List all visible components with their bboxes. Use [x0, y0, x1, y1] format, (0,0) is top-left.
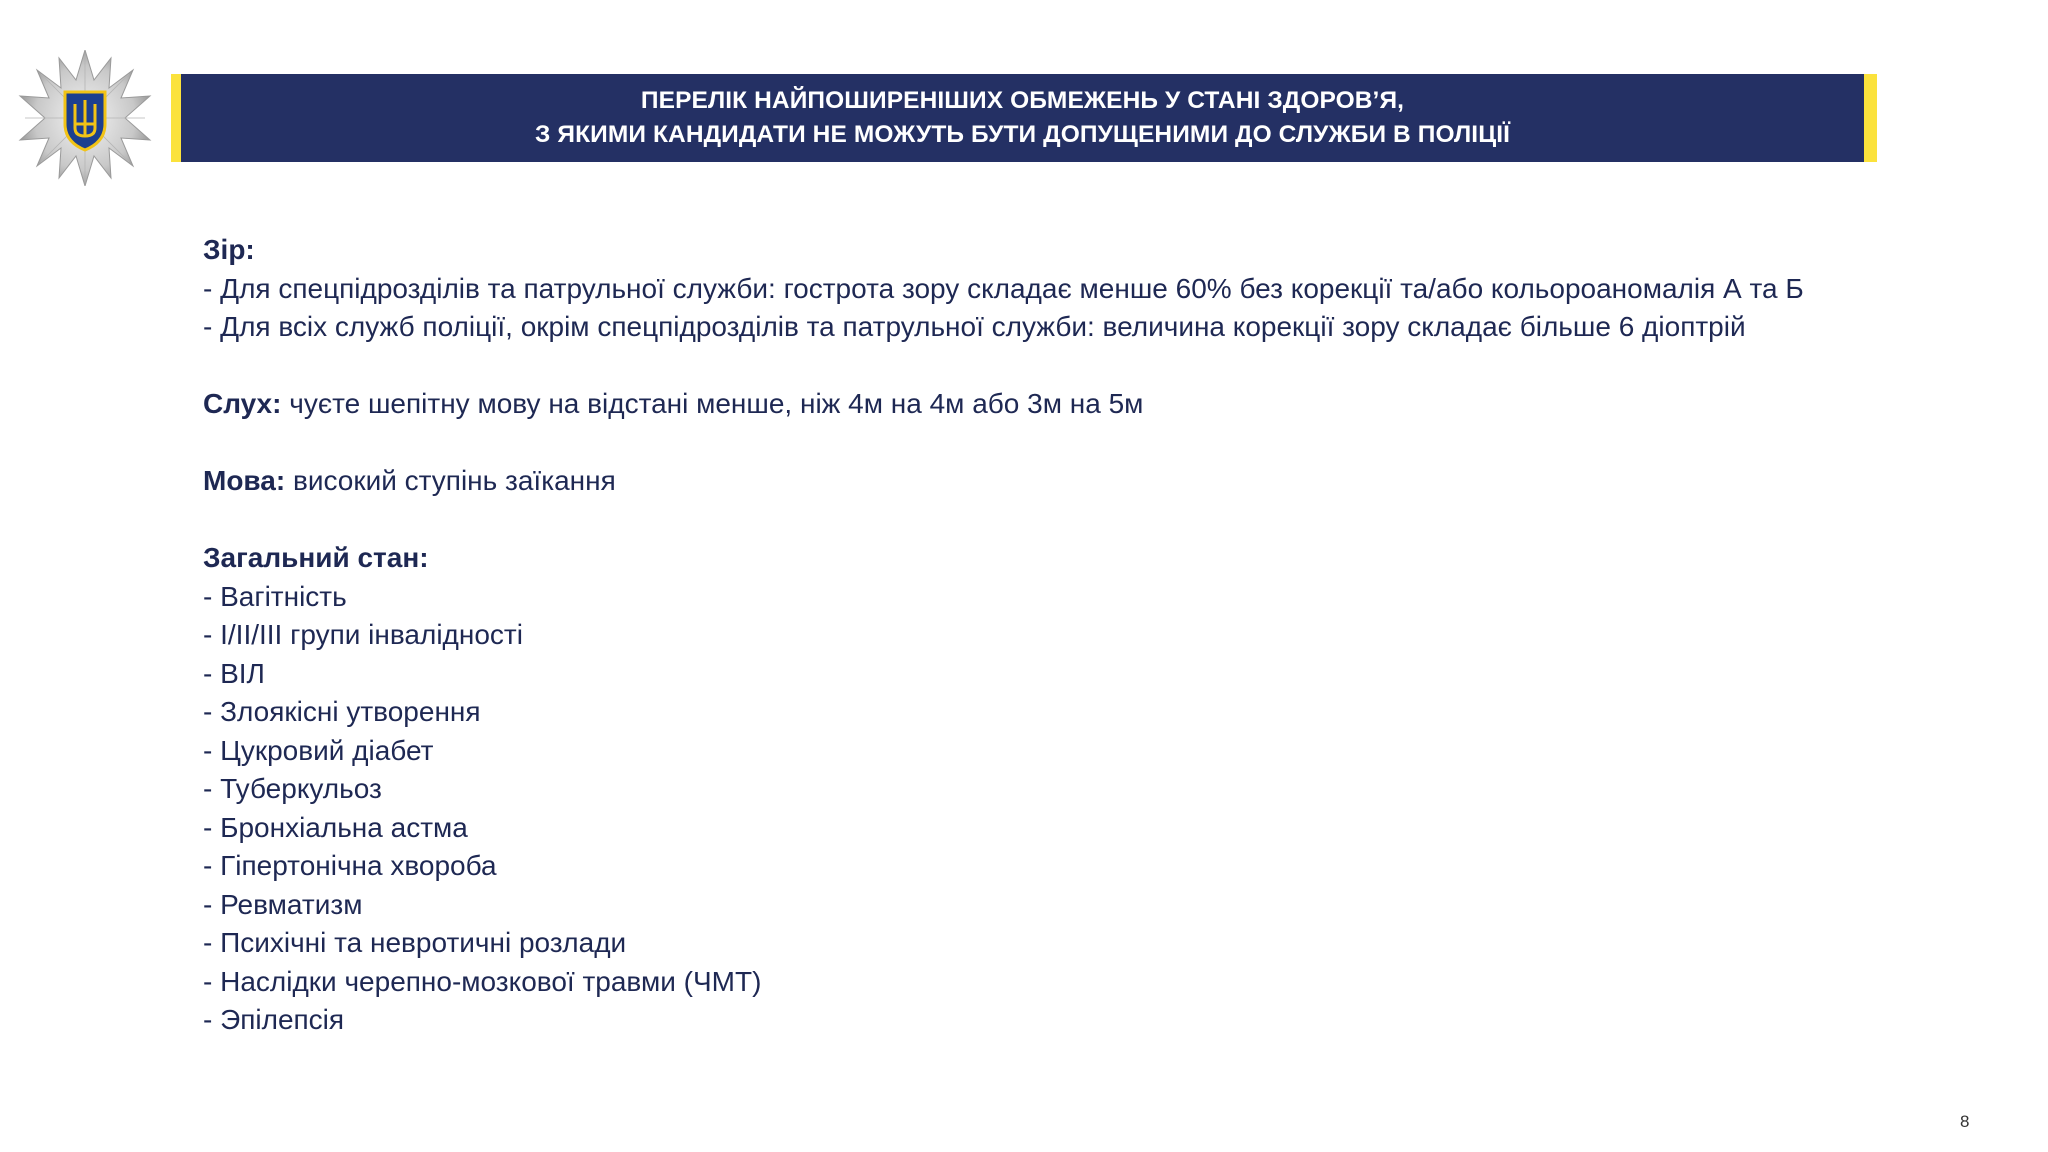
page-number: 8 — [1960, 1112, 1970, 1131]
general-item: - Психічні та невротичні розлади — [203, 927, 627, 958]
page-title-line-1: ПЕРЕЛІК НАЙПОШИРЕНІШИХ ОБМЕЖЕНЬ У СТАНІ ЗДОРОВ’Я, — [640, 87, 1405, 114]
hearing-text: чуєте шепітну мову на відстані менше, ніж 4м на 4м або 3м на 5м — [281, 388, 1144, 419]
vision-item: - Для спецпідрозділів та патрульної служби: гострота зору складає менше 60% без корекції та/або кольороаномалія А та Б — [203, 272, 1804, 304]
general-item: - Эпілепсія — [203, 1004, 345, 1035]
spacer — [203, 501, 1903, 540]
general-item: - Цукровий діабет — [203, 734, 434, 766]
general-item: - Ревматизм — [203, 888, 363, 920]
general-item: - Туберкульоз — [203, 773, 382, 804]
general-item: - Наслідки черепно-мозкової травми (ЧМТ) — [203, 965, 762, 997]
general-item: - Вагітність — [203, 580, 347, 612]
page-title-line-2: З ЯКИМИ КАНДИДАТИ НЕ МОЖУТЬ БУТИ ДОПУЩЕНИМИ ДО СЛУЖБИ В ПОЛІЦІЇ — [535, 121, 1510, 148]
vision-item: - Для всіх служб поліції, окрім спецпідрозділів та патрульної служби: величина корекції зору складає більше 6 діоптрій — [203, 311, 1746, 342]
police-emblem-icon — [16, 50, 154, 186]
general-item: - ВІЛ — [203, 657, 265, 689]
spacer — [203, 424, 1903, 463]
general-item: - Злоякісні утворення — [203, 696, 481, 727]
hearing-heading: Слух: — [203, 388, 282, 419]
vision-heading: Зір: — [203, 234, 255, 265]
title-banner — [171, 74, 1877, 162]
general-item: - І/ІІ/ІІІ групи інвалідності — [203, 619, 523, 650]
speech-heading: Мова: — [203, 465, 286, 496]
speech-text: високий ступінь заїкання — [285, 465, 616, 496]
general-item: - Бронхіальна астма — [203, 811, 468, 843]
speech-paragraph — [203, 462, 1903, 501]
requirements-list — [203, 231, 1903, 1040]
general-heading: Загальний стан: — [203, 542, 429, 573]
title-banner-inner — [181, 74, 1864, 162]
hearing-paragraph — [203, 385, 1903, 424]
general-item: - Гіпертонічна хвороба — [203, 850, 497, 881]
spacer — [203, 347, 1903, 386]
